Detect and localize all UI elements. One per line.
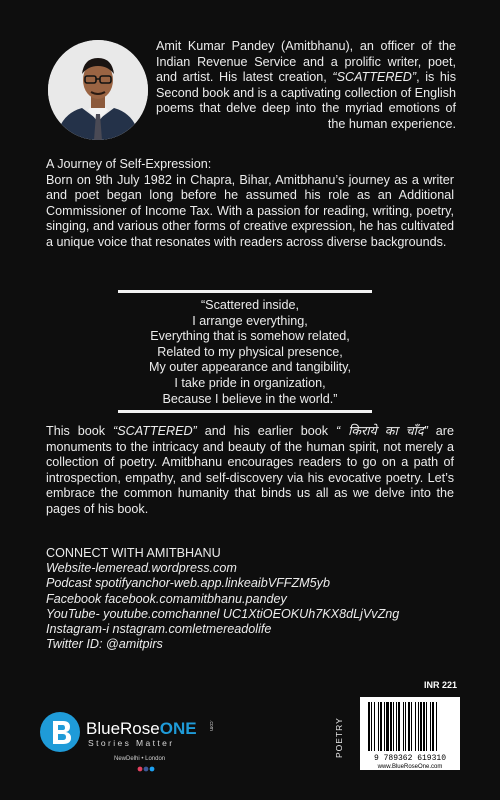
quote-line: My outer appearance and tangibility, bbox=[148, 360, 352, 375]
barcode-bar bbox=[411, 702, 412, 751]
barcode-bar bbox=[418, 702, 419, 751]
barcode-bar bbox=[390, 702, 392, 751]
barcode-bar bbox=[398, 702, 400, 751]
facebook-icon[interactable] bbox=[144, 767, 149, 772]
book-description bbox=[46, 424, 454, 518]
publisher-tagline: Stories Matter bbox=[88, 738, 175, 748]
publisher-website: www.BlueRoseOne.com bbox=[377, 764, 443, 770]
barcode-bar bbox=[408, 702, 410, 751]
quote-bottom-rule bbox=[118, 410, 372, 413]
barcode-bar bbox=[374, 702, 375, 751]
publisher-cities: NewDelhi • London bbox=[114, 756, 166, 762]
barcode-bar bbox=[396, 702, 397, 751]
barcode-bar bbox=[430, 702, 431, 751]
barcode-bar bbox=[378, 702, 379, 751]
barcode-bar bbox=[405, 702, 406, 751]
book-text-1: This book bbox=[46, 424, 114, 438]
barcode-bar bbox=[384, 702, 385, 751]
category-text: POETRY bbox=[334, 717, 344, 758]
quote-line: Because I believe in the world.” bbox=[162, 391, 338, 406]
publisher-logo bbox=[36, 706, 226, 776]
quote-line: I arrange everything, bbox=[192, 313, 308, 328]
instagram-link[interactable]: Instagram-i nstagram.comletmereadolife bbox=[46, 622, 272, 637]
barcode-bar bbox=[371, 702, 372, 751]
journey-heading: A Journey of Self-Expression: bbox=[46, 157, 212, 171]
barcode-bar bbox=[426, 702, 427, 751]
barcode-bar bbox=[393, 702, 394, 751]
barcode-bar bbox=[420, 702, 422, 751]
publisher-name: BlueRoseONE bbox=[86, 719, 197, 738]
connect-heading: CONNECT WITH AMITBHANU bbox=[46, 546, 221, 560]
book-title-scattered: “SCATTERED” bbox=[113, 424, 197, 438]
book-title-hindi: “ किराये का चाँद” bbox=[336, 424, 428, 438]
barcode-bar bbox=[423, 702, 425, 751]
barcode-bar bbox=[386, 702, 389, 751]
bio-book-title: “SCATTERED” bbox=[332, 70, 417, 85]
twitter-icon[interactable] bbox=[150, 767, 155, 772]
author-portrait bbox=[48, 40, 148, 140]
quote-line: “Scattered inside, bbox=[200, 298, 299, 312]
poem-quote bbox=[100, 298, 400, 407]
publisher-suffix: .com bbox=[208, 720, 214, 731]
quote-line: Everything that is somehow related, bbox=[150, 329, 350, 344]
book-text-3: are monuments to the intricacy and beauty of the human spirit, not merely a collection of poetry. Amitbhanu encourages readers to go on a path of introspection, empathy, and self-discovery via his evocative poetry. Let’s embrace the common humanity that binds us all as we delve into the pages of his book. bbox=[46, 424, 454, 516]
quote-line: Related to my physical presence, bbox=[157, 344, 343, 359]
bio-text-end: , is his Second book and is a captivating collection of English poems that delve deep into the myriad emotions of the human experience. bbox=[156, 70, 456, 131]
barcode-bar bbox=[380, 702, 382, 751]
barcode-icon bbox=[360, 697, 460, 770]
facebook-link[interactable]: Facebook facebook.comamitbhanu.pandey bbox=[46, 591, 287, 606]
author-bio bbox=[156, 39, 456, 133]
barcode-bar bbox=[436, 702, 437, 751]
barcode-bar bbox=[403, 702, 404, 751]
quote-top-rule bbox=[118, 290, 372, 293]
barcode-bar bbox=[432, 702, 434, 751]
isbn-number: 9 789362 619310 bbox=[373, 754, 447, 763]
isbn-barcode bbox=[360, 697, 460, 770]
barcode-bar bbox=[368, 702, 370, 751]
journey-section bbox=[46, 157, 454, 251]
author-photo bbox=[48, 40, 148, 140]
website-link[interactable]: Website-lemeread.wordpress.com bbox=[46, 561, 237, 576]
podcast-link[interactable]: Podcast spotifyanchor-web.app.linkeaibVFFZM5yb bbox=[46, 576, 330, 591]
bluerose-logo-icon bbox=[36, 706, 226, 776]
connect-section bbox=[46, 546, 456, 652]
price-label: INR 221 bbox=[424, 680, 458, 690]
book-text-2: and his earlier book bbox=[196, 424, 336, 438]
youtube-link[interactable]: YouTube- youtube.comchannel UC1XtiOEOKUh7KX8dLjVvZng bbox=[46, 606, 400, 621]
twitter-link[interactable]: Twitter ID: @amitpirs bbox=[46, 637, 163, 652]
quote-line: I take pride in organization, bbox=[174, 375, 326, 390]
instagram-icon[interactable] bbox=[138, 767, 143, 772]
category-label bbox=[333, 710, 345, 760]
bio-text-start: Amit Kumar Pandey (Amitbhanu), an officer of the Indian Revenue Service and a prolific writer, poet, and artist. His latest creation, bbox=[156, 39, 456, 85]
barcode-bar bbox=[415, 702, 416, 751]
journey-body: Born on 9th July 1982 in Chapra, Bihar, Amitbhanu’s journey as a writer and poet began long before he assumed his role as an Additional Commissioner of Income Tax. With a passion for reading, writing, poetry, singing, and various other forms of creative expression, he has cultivated a unique voice that resonates with readers across diverse backgrounds. bbox=[46, 172, 454, 249]
